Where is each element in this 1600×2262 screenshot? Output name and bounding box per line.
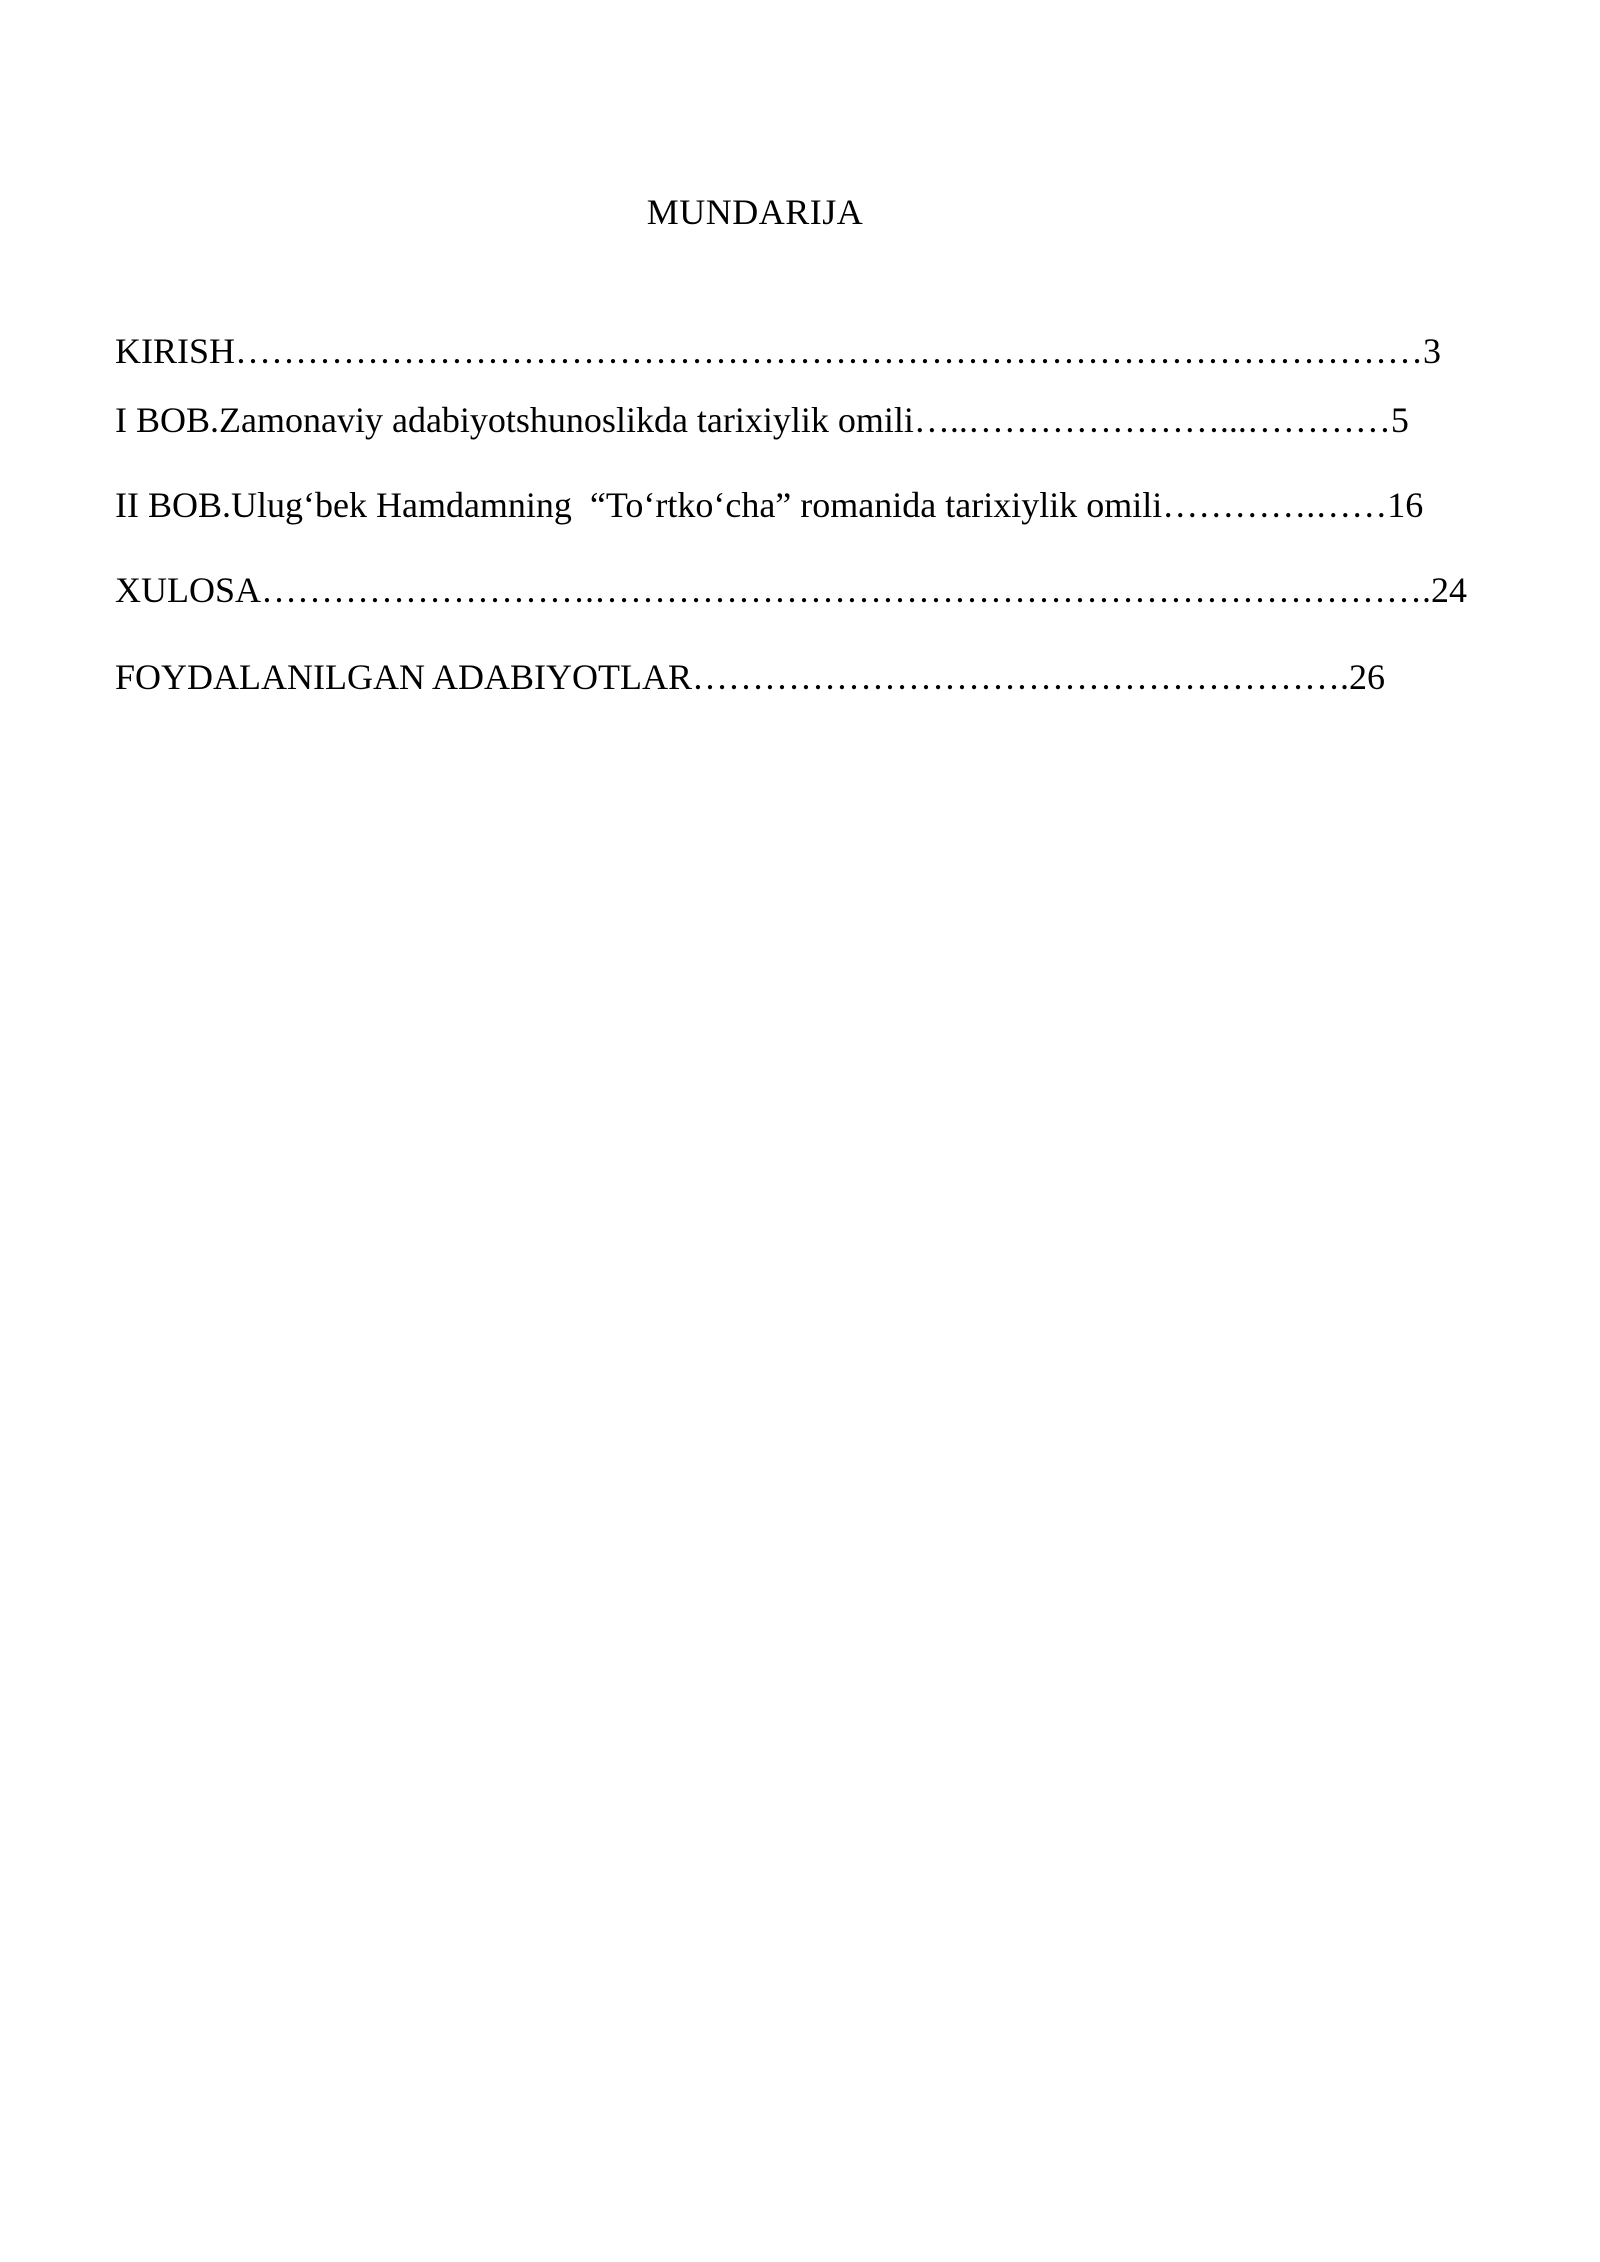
toc-entry-page-number: 5 xyxy=(1390,400,1409,440)
toc-entry-label: KIRISH xyxy=(115,331,236,371)
toc-entry-page-number: 26 xyxy=(1348,657,1385,697)
toc-entry-label: I BOB.Zamonaviy adabiyotshunoslikda tarixiylik omili xyxy=(115,400,914,440)
toc-entry-kirish xyxy=(115,327,1441,375)
toc-entry-leader: ………………………………………………. xyxy=(691,657,1349,697)
toc-entry-label: II BOB.Ulug‘bek Hamdamning “To‘rtko‘cha” romanida tarixiylik omili xyxy=(115,485,1163,525)
toc-entry-chapter-1 xyxy=(115,396,1409,444)
toc-entry-xulosa xyxy=(115,566,1467,614)
toc-entry-leader: ……………………….……………………………………………………………. xyxy=(261,570,1432,610)
toc-entry-page-number: 24 xyxy=(1431,570,1468,610)
toc-entry-leader: ………….…… xyxy=(1162,485,1388,525)
toc-entry-page-number: 16 xyxy=(1387,485,1424,525)
toc-entry-page-number: 3 xyxy=(1423,331,1442,371)
toc-entry-label: FOYDALANILGAN ADABIYOTLAR xyxy=(115,657,692,697)
toc-entry-leader: ……………………………………………………………………………………… xyxy=(235,331,1424,371)
page-title: MUNDARIJA xyxy=(646,192,864,232)
toc-entry-references xyxy=(115,653,1385,701)
toc-entry-label: XULOSA xyxy=(115,570,262,610)
toc-entry-chapter-2 xyxy=(115,481,1423,529)
toc-entry-leader: …..…………………...………… xyxy=(913,400,1391,440)
